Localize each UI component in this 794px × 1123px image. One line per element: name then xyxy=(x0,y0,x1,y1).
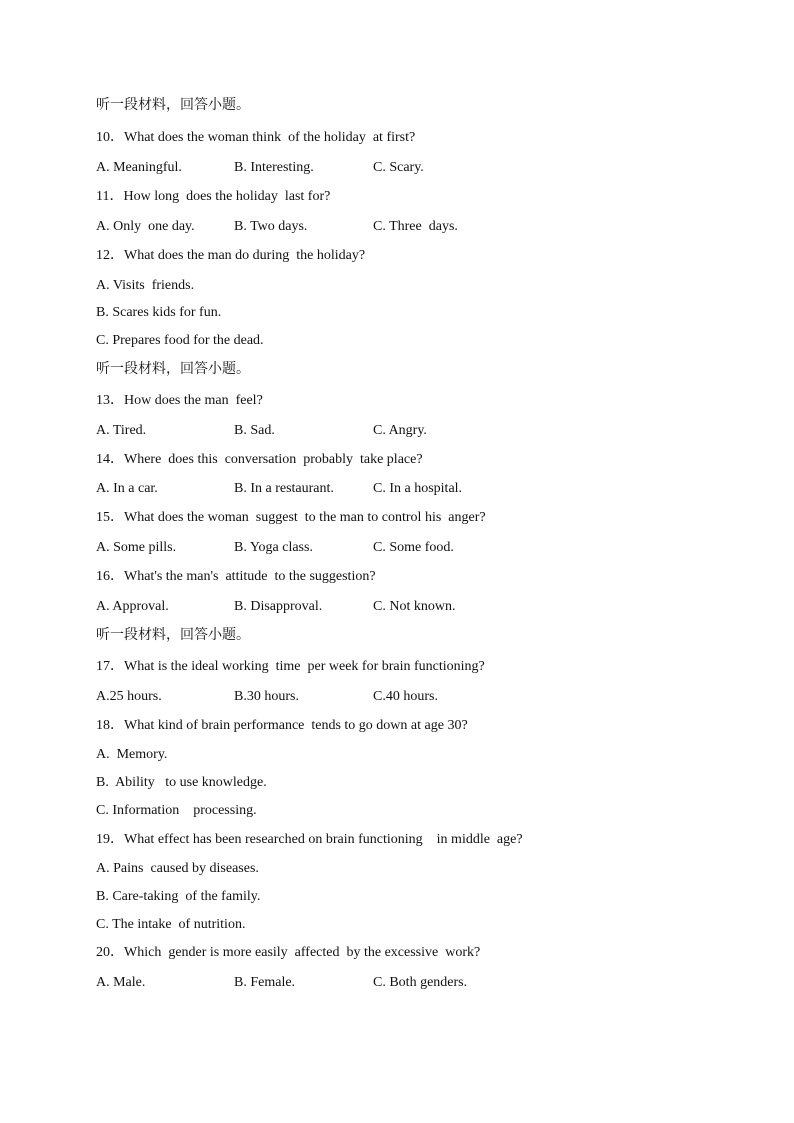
question-stem: 16．What's the man's attitude to the suggestion? xyxy=(96,569,376,584)
options-row xyxy=(96,479,463,499)
option-a: A. Meaningful. xyxy=(96,160,182,175)
question-stem: 17．What is the ideal working time per week for brain functioning? xyxy=(96,659,485,674)
option-c: C. Scary. xyxy=(373,160,424,175)
options-row xyxy=(96,687,438,707)
option-a: A.25 hours. xyxy=(96,689,162,704)
option-b: B. Disapproval. xyxy=(234,599,323,614)
question-stem: 12．What does the man do during the holiday? xyxy=(96,248,366,263)
option-c: C. Angry. xyxy=(373,423,427,438)
option-b: B. Yoga class. xyxy=(234,540,313,555)
question-stem: 15．What does the woman suggest to the man to control his anger? xyxy=(96,510,486,525)
option-c: C. Information processing. xyxy=(96,803,257,818)
option-c: C. The intake of nutrition. xyxy=(96,917,246,932)
option-c: C. Both genders. xyxy=(373,975,468,990)
option-b: B. Care-taking of the family. xyxy=(96,889,261,904)
question-stem: 11．How long does the holiday last for? xyxy=(96,189,331,204)
question-stem: 18．What kind of brain performance tends to go down at age 30? xyxy=(96,718,468,733)
option-b: B. Two days. xyxy=(234,219,308,234)
option-a: A. Visits friends. xyxy=(96,278,195,293)
question-stem: 19．What effect has been researched on brain functioning in middle age? xyxy=(96,832,523,847)
section-heading: 听一段材料，回答小题。 xyxy=(96,627,250,643)
question-stem: 14．Where does this conversation probably take place? xyxy=(96,452,423,467)
option-b: B. Sad. xyxy=(234,423,275,438)
option-c: C. Three days. xyxy=(373,219,458,234)
option-b: B. Female. xyxy=(234,975,296,990)
option-b: B.30 hours. xyxy=(234,689,299,704)
question-stem: 10．What does the woman think of the holiday at first? xyxy=(96,130,416,145)
option-c: C. Some food. xyxy=(373,540,454,555)
option-c: C. Prepares food for the dead. xyxy=(96,333,264,348)
option-a: A. In a car. xyxy=(96,481,158,496)
option-b: B. Interesting. xyxy=(234,160,314,175)
option-b: B. Ability to use knowledge. xyxy=(96,775,267,790)
question-stem: 13．How does the man feel? xyxy=(96,393,263,408)
options-row xyxy=(96,538,454,558)
option-a: A. Memory. xyxy=(96,747,168,762)
option-a: A. Male. xyxy=(96,975,146,990)
option-b: B. Scares kids for fun. xyxy=(96,305,222,320)
options-row xyxy=(96,421,427,441)
section-heading: 听一段材料，回答小题。 xyxy=(96,97,250,113)
option-a: A. Pains caused by diseases. xyxy=(96,861,259,876)
options-row xyxy=(96,597,456,617)
question-stem: 20．Which gender is more easily affected by the excessive work? xyxy=(96,945,481,960)
options-row xyxy=(96,217,458,237)
section-heading: 听一段材料，回答小题。 xyxy=(96,361,250,377)
option-a: A. Approval. xyxy=(96,599,169,614)
options-row xyxy=(96,158,424,178)
option-a: A. Tired. xyxy=(96,423,147,438)
option-c: C. In a hospital. xyxy=(373,481,463,496)
option-a: A. Some pills. xyxy=(96,540,177,555)
option-a: A. Only one day. xyxy=(96,219,195,234)
option-c: C.40 hours. xyxy=(373,689,438,704)
option-b: B. In a restaurant. xyxy=(234,481,334,496)
option-c: C. Not known. xyxy=(373,599,456,614)
options-row xyxy=(96,973,468,993)
